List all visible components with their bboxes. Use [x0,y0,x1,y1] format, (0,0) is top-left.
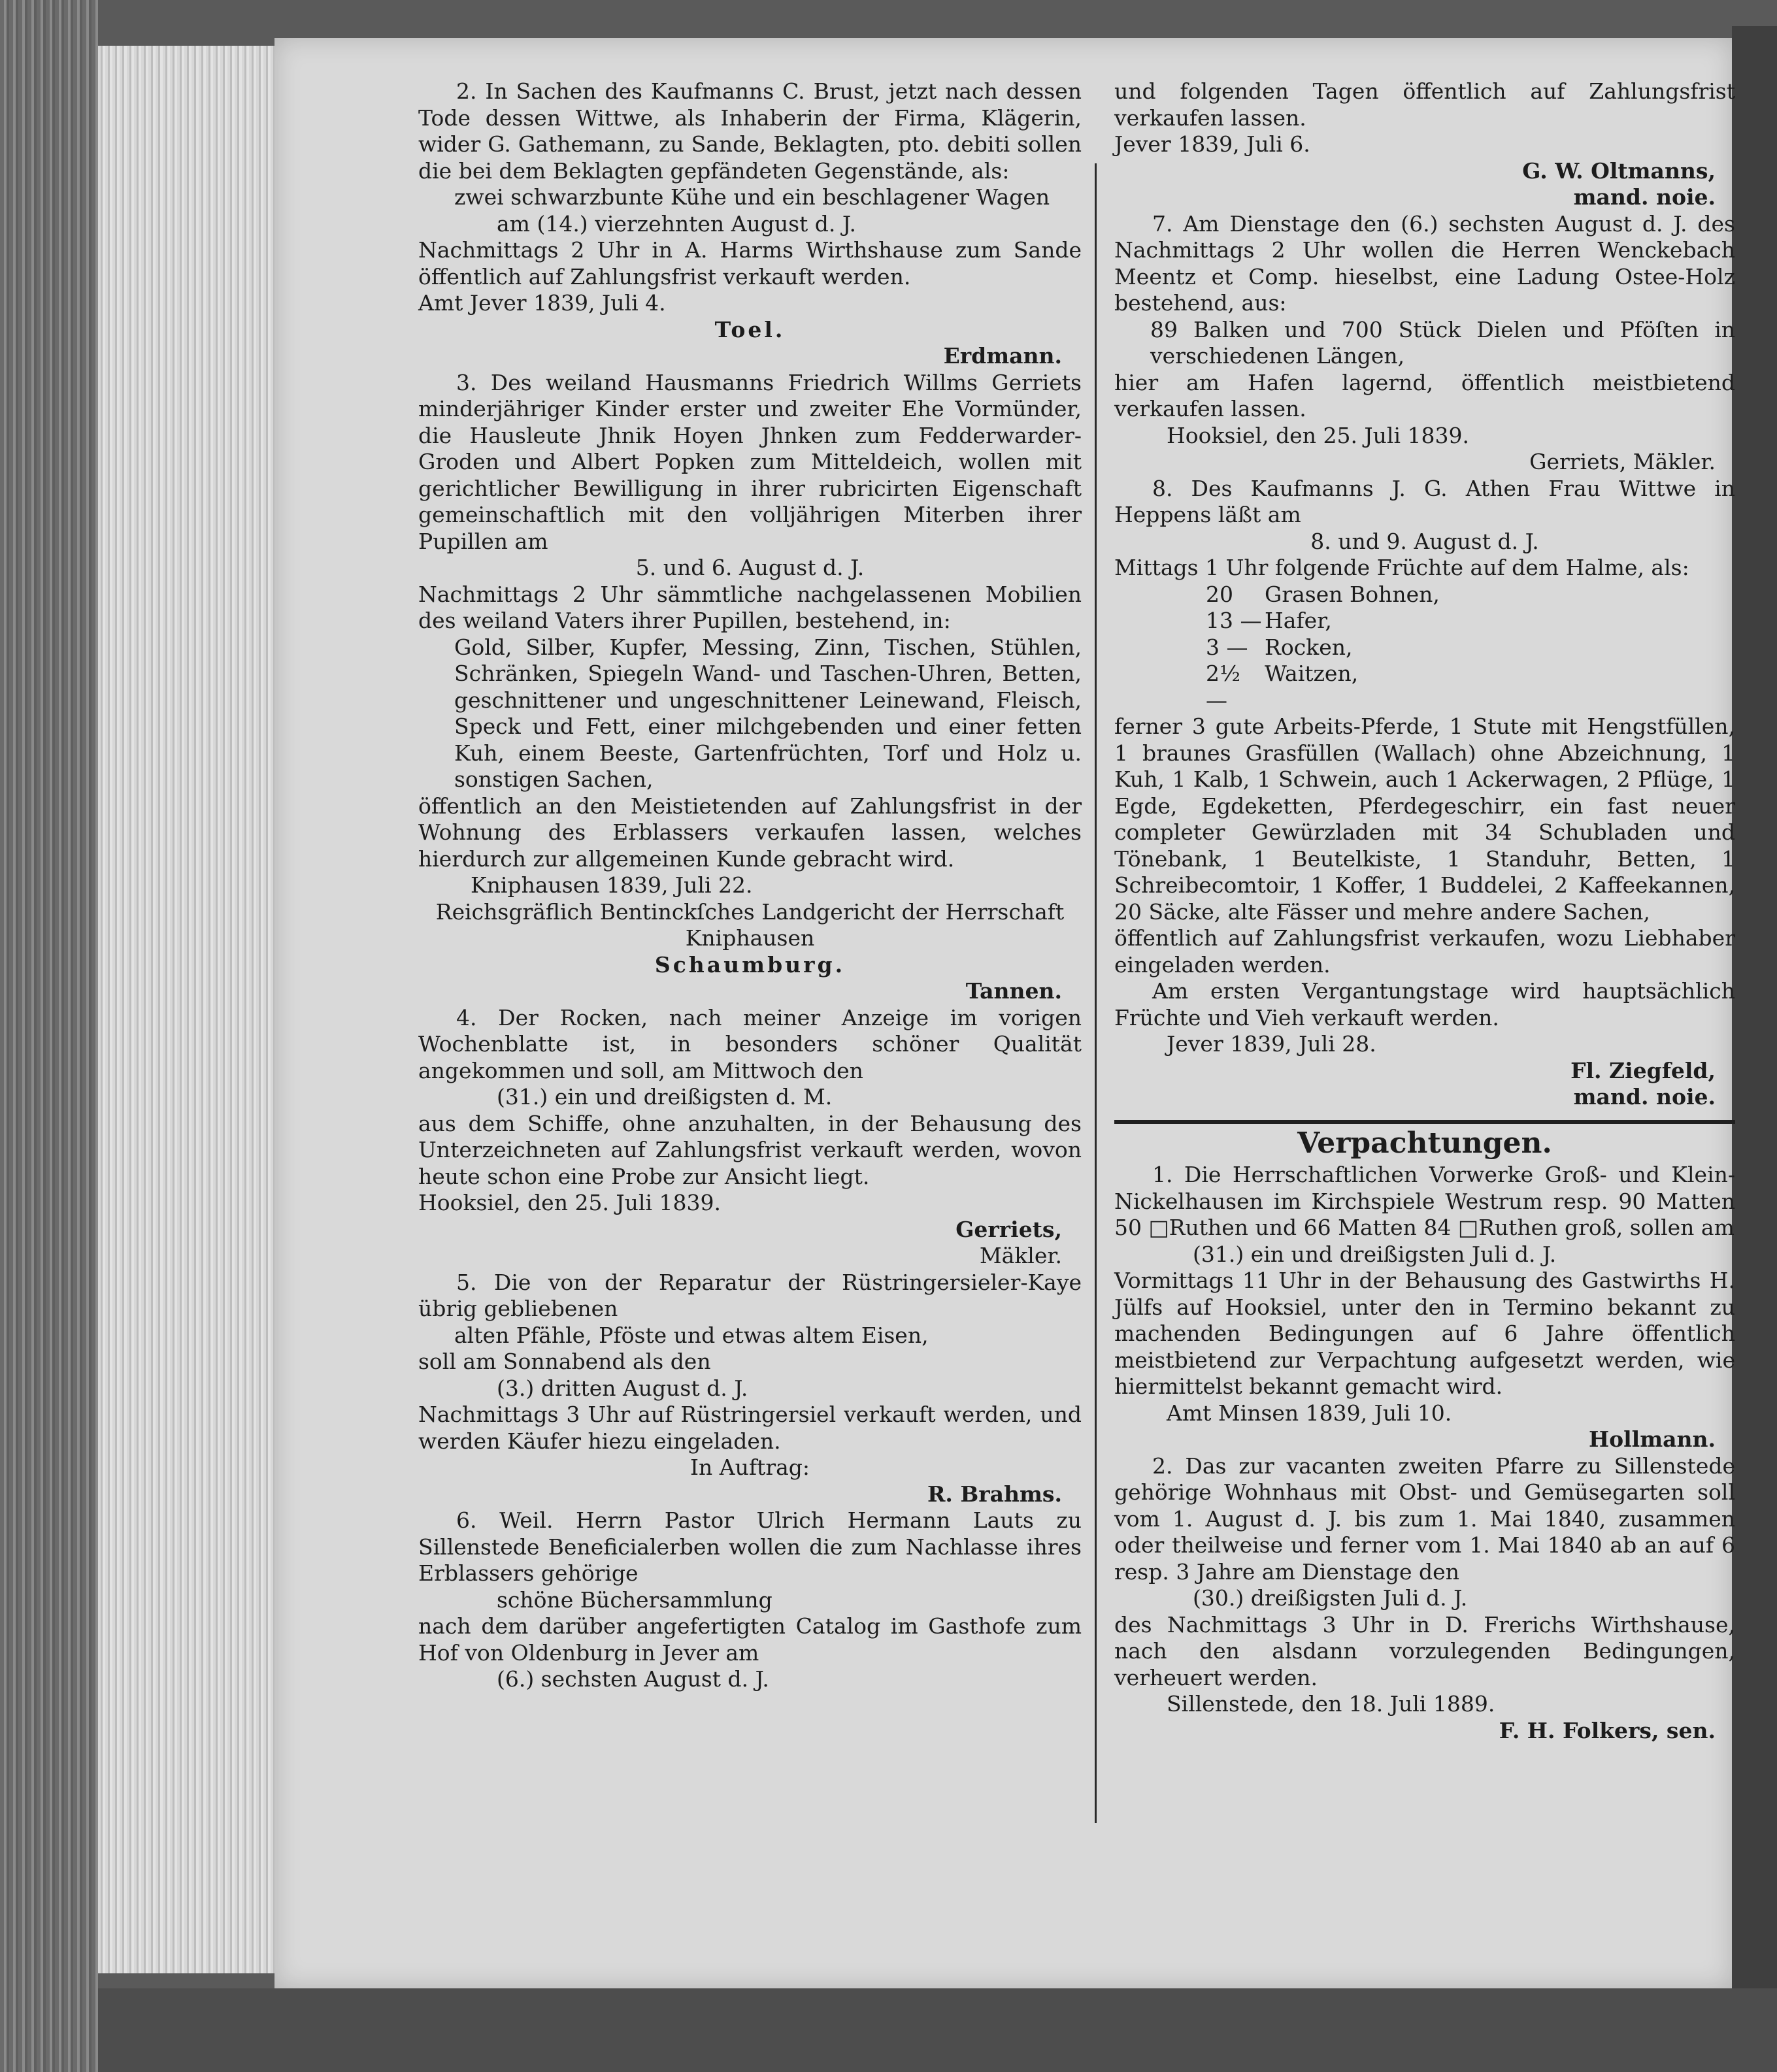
notice-line-r7: hier am Hafen lagernd, öffentlich meistbietend verkaufen lassen. [1114,369,1735,421]
notice-line-l21: Gerriets, [955,1216,1062,1242]
notice-line-l29: R. Brahms. [927,1481,1062,1507]
notice-line-l22: Mäkler. [979,1243,1062,1268]
book-page-edges [98,46,274,1973]
notice-line-l26: (3.) dritten August d. J. [497,1375,748,1401]
scanner-background [0,0,98,2072]
notice-line-l6: Toel. [714,316,786,342]
notice-line-r11: 8. und 9. August d. J. [1310,528,1539,554]
crop-name: Waitzen, [1265,661,1359,686]
notice-line-r16: Jever 1839, Juli 28. [1167,1031,1376,1057]
crop-list [1114,582,1735,714]
notice-line-l24: alten Pfähle, Pföste und etwas altem Eisen, [454,1322,929,1348]
notice-line-r27: Sillenstede, den 18. Juli 1889. [1167,1691,1495,1717]
notice-line-l1: 2. In Sachen des Kaufmanns C. Brust, jetzt nach dessen Tode dessen Wittwe, als Inhaberin der Firma, Klägerin, wider G. Gathemann, zu Sande, Beklagten, pto. debiti sollen die bei dem Beklagten gepfändeten Gegenstände, als: [418,78,1082,184]
notice-line-r18: mand. noie. [1573,1084,1716,1110]
crop-amount: 20 [1206,581,1233,607]
notice-line-r14: öffentlich auf Zahlungsfrist verkaufen, wozu Liebhaber eingeladen werden. [1114,925,1735,978]
notice-line-r8: Hooksiel, den 25. Juli 1839. [1167,422,1469,448]
notice-line-l10: Nachmittags 2 Uhr sämmtliche nachgelassenen Mobilien des weiland Vaters ihrer Pupillen, bestehend, in: [418,581,1082,633]
notice-line-l18: (31.) ein und dreißigsten d. M. [497,1084,833,1110]
notice-line-r5: 7. Am Dienstage den (6.) sechsten August d. J. des Nachmittags 2 Uhr wollen die Herren Wenckebach Meentz et Comp. hieselbst, eine Ladung Ostee-Holz bestehend, aus: [1114,210,1735,316]
notice-line-l17: 4. Der Rocken, nach meiner Anzeige im vorigen Wochenblatte ist, in besonders schöner Qualität angekommen und soll, am Mittwoch den [418,1004,1082,1083]
notice-line-l14: Reichsgräflich Bentinckſches Landgericht der Herrschaft Kniphausen [435,898,1065,951]
right-column-bottom [1114,1162,1735,1744]
notice-line-r3: G. W. Oltmanns, [1522,157,1716,184]
notice-line-r17: Fl. Ziegfeld, [1570,1057,1716,1083]
notice-line-l2: zwei schwarzbunte Kühe und ein beschlagener Wagen [454,184,1050,210]
notice-line-r10: 8. Des Kaufmanns J. G. Athen Frau Wittwe in Heppens läßt am [1114,475,1735,527]
crop-amount: 3 — [1206,634,1248,660]
notice-line-l16: Tannen. [965,978,1062,1004]
notice-line-r2: Jever 1839, Juli 6. [1114,131,1310,157]
notice-line-r4: mand. noie. [1573,184,1716,210]
crop-name: Grasen Bohnen, [1265,581,1440,607]
notice-line-l20: Hooksiel, den 25. Juli 1839. [418,1190,721,1215]
crop-name: Hafer, [1265,608,1332,633]
notice-line-l5: Amt Jever 1839, Juli 4. [418,290,666,316]
crop-row [1206,608,1735,634]
notice-line-l11: Gold, Silber, Kupfer, Messing, Zinn, Tischen, Stühlen, Schränken, Spiegeln Wand- und Taschen-Uhren, Betten, geschnittener und ungeschnittener Leinewand, Fleisch, Speck und Fett, einer milchgebenden und einer fetten Kuh, einem Beeste, Gartenfrüchten, Torf und Holz u. sonstigen Sachen, [454,634,1082,792]
notice-line-l15: Schaumburg. [654,951,846,978]
notice-line-l27: Nachmittags 3 Uhr auf Rüstringersiel verkauft werden, und werden Käufer hiezu eingeladen. [418,1402,1082,1454]
notice-line-r19: 1. Die Herrschaftlichen Vorwerke Groß- und Klein-Nickelhausen im Kirchspiele Westrum resp. 90 Matten 50 □Ruthen und 66 Matten 84 □Ruthen groß, sollen am [1114,1162,1735,1240]
notice-line-l33: (6.) sechsten August d. J. [497,1666,769,1692]
crop-amount: 2½ — [1206,661,1240,713]
notice-line-r6: 89 Balken und 700 Stück Dielen und Pföſten in verschiedenen Längen, [1150,316,1735,369]
notice-line-l19: aus dem Schiffe, ohne anzuhalten, in der Behausung des Unterzeichneten auf Zahlungsfrist verkauft werden, wovon heute schon eine Probe zur Ansicht liegt. [418,1110,1082,1189]
scanner-right-rim [1732,26,1777,2026]
notice-line-l12: öffentlich an den Meistietenden auf Zahlungsfrist in der Wohnung des Erblassers verkaufen lassen, welches hierdurch zur allgemeinen Kunde gebracht wird. [418,793,1082,872]
notice-line-l4: Nachmittags 2 Uhr in A. Harms Wirthshause zum Sande öffentlich auf Zahlungsfrist verkauft werden. [418,237,1082,289]
left-column [418,78,1082,1693]
notice-line-r21: Vormittags 11 Uhr in der Behausung des Gastwirths H. Jülfs auf Hooksiel, unter den in Termino bekannt zu machenden Bedingungen auf 6 Jahre öffentlich meistbietend zur Verpachtung aufgesetzt werden, wie hiermittelst bekannt gemacht wird. [1114,1268,1735,1399]
notice-line-r26: des Nachmittags 3 Uhr in D. Frerichs Wirthshause, nach den alsdann vorzulegenden Bedingungen, verheuert werden. [1114,1611,1735,1690]
notice-line-l28: In Auftrag: [689,1455,810,1480]
notice-line-l9: 5. und 6. August d. J. [635,555,865,580]
column-divider [1095,163,1097,1823]
notice-line-r25: (30.) dreißigsten Juli d. J. [1193,1585,1468,1611]
notice-line-r28: F. H. Folkers, sen. [1499,1717,1716,1743]
notice-line-l8: 3. Des weiland Hausmanns Friedrich Willms Gerriets minderjähriger Kinder erster und zweiter Ehe Vormünder, die Hausleute Jhnik Hoyen Jhnken zum Fedderwarder-Groden und Albert Popken zum Mitteldeich, wollen mit gerichtlicher Bewilligung in ihrer rubricirten Eigenschaft gemeinschaftlich mit den volljährigen Miterben ihrer Pupillen am [418,369,1082,554]
notice-line-l31: schöne Büchersammlung [497,1587,772,1613]
notice-line-r15: Am ersten Vergantungstage wird hauptsächlich Früchte und Vieh verkauft werden. [1114,978,1735,1030]
crop-row [1206,634,1735,661]
notice-line-r1: und folgenden Tagen öffentlich auf Zahlungsfrist verkaufen lassen. [1114,78,1735,131]
crop-amount: 13 — [1206,608,1262,633]
notice-line-r23: Hollmann. [1588,1426,1716,1452]
right-column-middle [1114,714,1735,1111]
notice-line-r22: Amt Minsen 1839, Juli 10. [1167,1400,1452,1426]
notice-line-r20: (31.) ein und dreißigsten Juli d. J. [1193,1241,1557,1267]
notice-line-r12: Mittags 1 Uhr folgende Früchte auf dem Halme, als: [1114,555,1689,580]
notice-line-l3: am (14.) vierzehnten August d. J. [497,210,857,237]
notice-line-l23: 5. Die von der Reparatur der Rüstringersieler-Kaye übrig gebliebenen [418,1269,1082,1321]
notice-line-l7: Erdmann. [943,343,1062,369]
section-rule [1114,1120,1735,1124]
scanner-bottom-rim [98,1988,1777,2072]
notice-line-r24: 2. Das zur vacanten zweiten Pfarre zu Sillenstede gehörige Wohnhaus mit Obst- und Gemüsegarten soll vom 1. August d. J. bis zum 1. Mai 1840, zusammen oder theilweise und ferner vom 1. Mai 1840 ab an auf 6 resp. 3 Jahre am Dienstage den [1114,1453,1735,1585]
crop-row [1206,661,1735,714]
right-column-top [1114,78,1735,582]
right-column [1114,78,1735,1744]
notice-line-l32: nach dem darüber angefertigten Catalog im Gasthofe zum Hof von Oldenburg in Jever am [418,1613,1082,1666]
notice-line-l30: 6. Weil. Herrn Pastor Ulrich Hermann Lauts zu Sillenstede Beneficialerben wollen die zum Nachlasse ihres Erblassers gehörige [418,1507,1082,1586]
notice-line-l25: soll am Sonnabend als den [418,1349,711,1374]
section-heading: Verpachtungen. [1297,1126,1552,1160]
notice-line-r13: ferner 3 gute Arbeits-Pferde, 1 Stute mit Hengstfüllen, 1 braunes Grasfüllen (Wallach) ohne Abzeichnung, 1 Kuh, 1 Kalb, 1 Schwein, auch 1 Ackerwagen, 2 Pflüge, 1 Egde, Egdeketten, Pferdegeschirr, ein fast neuer completer Gewürzladen mit 34 Schubladen und Tönebank, 1 Beutelkiste, 1 Standuhr, Betten, 1 Schreibecomtoir, 1 Koffer, 1 Buddelei, 2 Kaffeekannen, 20 Säcke, alte Fässer und mehre andere Sachen, [1114,714,1735,925]
crop-row [1206,582,1735,608]
notice-line-r9: Gerriets, Mäkler. [1529,449,1716,474]
notice-line-l13: Kniphausen 1839, Juli 22. [471,872,753,898]
crop-name: Rocken, [1265,634,1353,660]
